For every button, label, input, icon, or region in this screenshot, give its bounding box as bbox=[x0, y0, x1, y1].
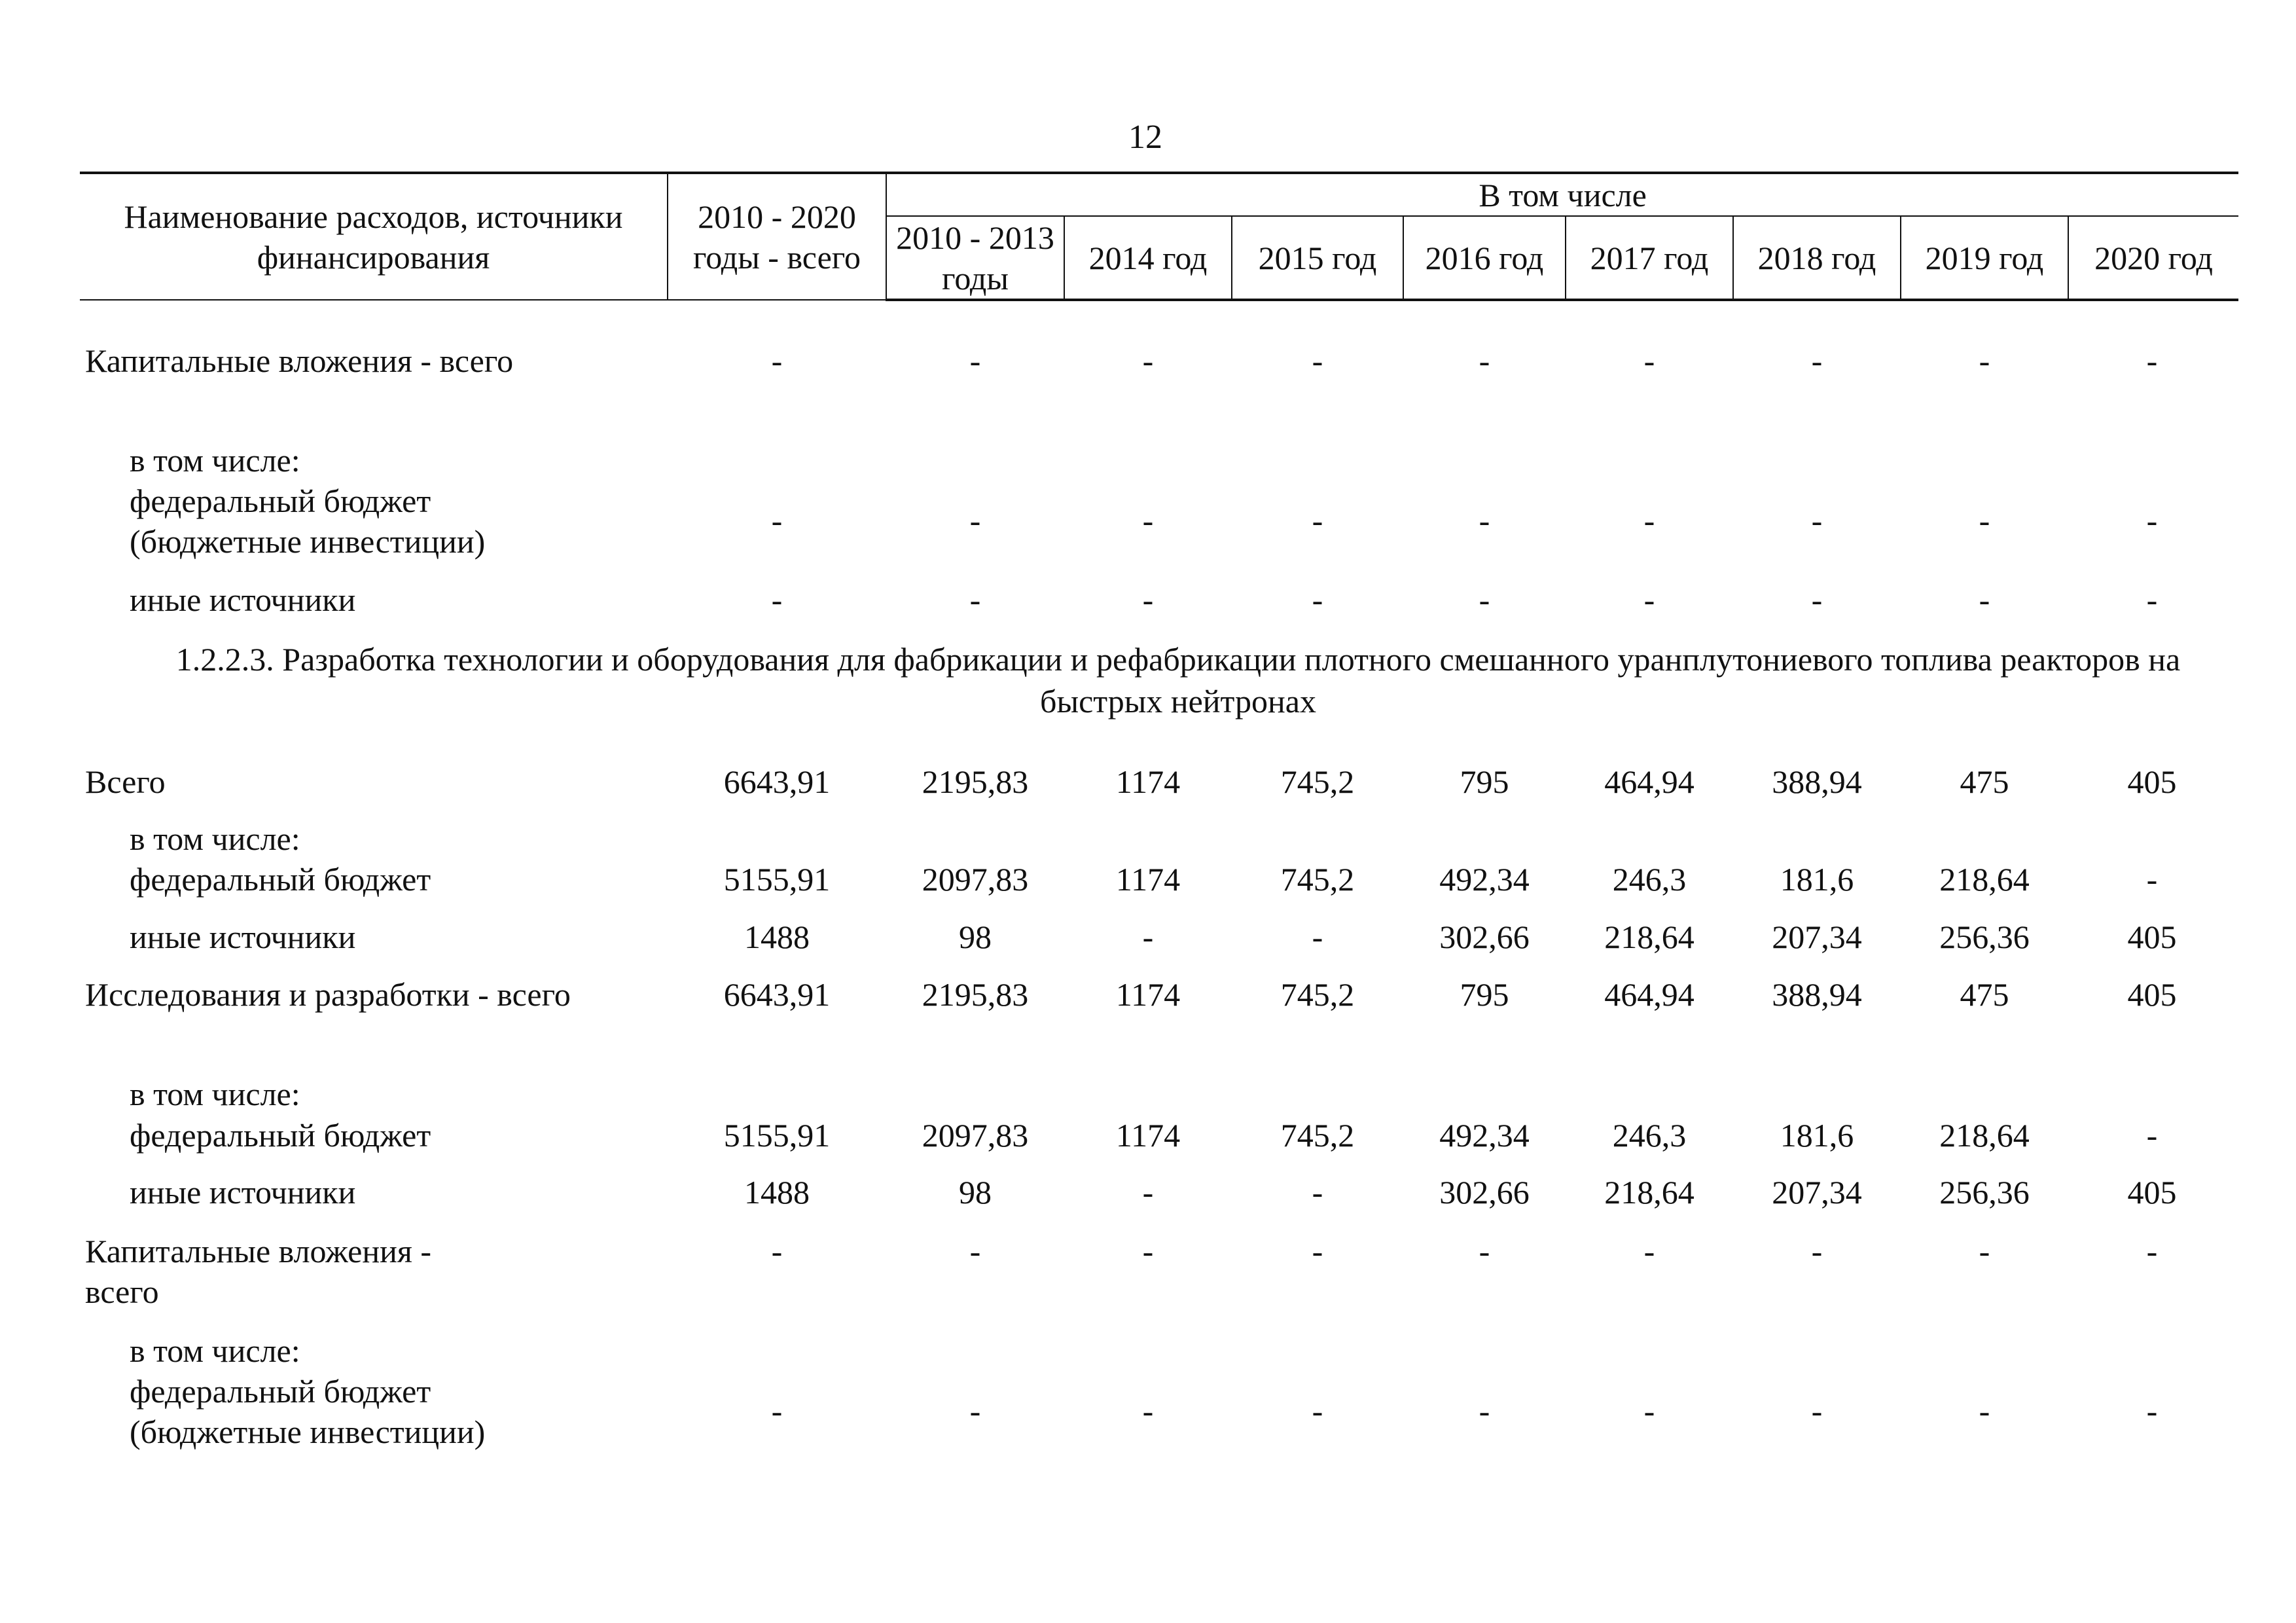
value-cell: - bbox=[1479, 1233, 1490, 1269]
value-cell: 1174 bbox=[1115, 861, 1181, 898]
value-cell: - bbox=[1479, 581, 1490, 618]
value-cell: - bbox=[1811, 1233, 1823, 1269]
value-cell: - bbox=[771, 342, 783, 379]
value-cell: - bbox=[2146, 1393, 2158, 1429]
value-cell: 6643,91 bbox=[723, 976, 831, 1013]
value-cell: - bbox=[1142, 1174, 1154, 1211]
value-cell: - bbox=[1811, 342, 1823, 379]
value-cell: - bbox=[2146, 1117, 2158, 1154]
value-cell: 181,6 bbox=[1780, 1117, 1854, 1154]
row-label: в том числе: bbox=[130, 1076, 300, 1112]
value-cell: 745,2 bbox=[1280, 1117, 1355, 1154]
value-cell: - bbox=[2146, 502, 2158, 539]
value-cell: - bbox=[1479, 1393, 1490, 1429]
row-label: Капитальные вложения - всего bbox=[85, 1233, 432, 1310]
value-cell: 464,94 bbox=[1604, 976, 1695, 1013]
value-cell: - bbox=[1312, 342, 1323, 379]
row-label: иные источники bbox=[130, 919, 356, 955]
value-cell: - bbox=[1142, 1233, 1154, 1269]
value-cell: 5155,91 bbox=[723, 861, 831, 898]
value-cell: 256,36 bbox=[1939, 919, 2030, 955]
header-year: 2010 - 2013 годы bbox=[886, 216, 1064, 300]
row-label: в том числе: bbox=[130, 820, 300, 857]
value-cell: - bbox=[1142, 919, 1154, 955]
value-cell: 475 bbox=[1960, 976, 2009, 1013]
value-cell: 745,2 bbox=[1280, 976, 1355, 1013]
row-label: иные источники bbox=[130, 581, 356, 618]
value-cell: - bbox=[1312, 1393, 1323, 1429]
value-cell: - bbox=[1811, 1393, 1823, 1429]
value-cell: - bbox=[771, 581, 783, 618]
value-cell: - bbox=[771, 1393, 783, 1429]
value-cell: 405 bbox=[2127, 763, 2177, 800]
value-cell: 475 bbox=[1960, 763, 2009, 800]
value-cell: 256,36 bbox=[1939, 1174, 2030, 1211]
row-label: Всего bbox=[85, 763, 166, 800]
value-cell: - bbox=[1979, 1233, 1990, 1269]
value-cell: - bbox=[2146, 861, 2158, 898]
header-year: 2018 год bbox=[1733, 216, 1901, 300]
value-cell: - bbox=[1643, 581, 1655, 618]
value-cell: - bbox=[2146, 1233, 2158, 1269]
value-cell: - bbox=[1312, 1174, 1323, 1211]
table-header bbox=[80, 172, 2238, 301]
value-cell: 218,64 bbox=[1604, 1174, 1695, 1211]
value-cell: - bbox=[1142, 1393, 1154, 1429]
header-year: 2017 год bbox=[1566, 216, 1733, 300]
value-cell: - bbox=[969, 581, 981, 618]
value-cell: - bbox=[1643, 1393, 1655, 1429]
value-cell: 207,34 bbox=[1772, 919, 1862, 955]
value-cell: 492,34 bbox=[1439, 861, 1530, 898]
value-cell: 795 bbox=[1460, 976, 1509, 1013]
value-cell: - bbox=[1312, 1233, 1323, 1269]
value-cell: - bbox=[1979, 1393, 1990, 1429]
value-cell: 218,64 bbox=[1939, 861, 2030, 898]
value-cell: 2097,83 bbox=[922, 861, 1029, 898]
value-cell: - bbox=[1979, 502, 1990, 539]
value-cell: 745,2 bbox=[1280, 861, 1355, 898]
value-cell: 745,2 bbox=[1280, 763, 1355, 800]
value-cell: 207,34 bbox=[1772, 1174, 1862, 1211]
value-cell: 388,94 bbox=[1772, 976, 1862, 1013]
value-cell: 218,64 bbox=[1604, 919, 1695, 955]
value-cell: 5155,91 bbox=[723, 1117, 831, 1154]
row-label: федеральный бюджет bbox=[130, 861, 431, 898]
value-cell: 98 bbox=[959, 919, 992, 955]
row-label: иные источники bbox=[130, 1174, 356, 1211]
value-cell: - bbox=[1142, 581, 1154, 618]
value-cell: 218,64 bbox=[1939, 1117, 2030, 1154]
value-cell: - bbox=[1142, 342, 1154, 379]
row-label: Капитальные вложения - всего bbox=[85, 342, 514, 379]
value-cell: - bbox=[1479, 502, 1490, 539]
value-cell: 2195,83 bbox=[922, 763, 1029, 800]
value-cell: - bbox=[969, 1393, 981, 1429]
row-label: Исследования и разработки - всего bbox=[85, 976, 571, 1013]
page-number: 12 bbox=[1128, 119, 1162, 156]
value-cell: 1488 bbox=[744, 1174, 810, 1211]
value-cell: - bbox=[1312, 919, 1323, 955]
value-cell: 464,94 bbox=[1604, 763, 1695, 800]
section-title: 1.2.2.3. Разработка технологии и оборудования для фабрикации и рефабрикации плотного смешанного уранплутониевого топлива реакторов на быстрых нейтронах bbox=[175, 641, 2181, 720]
row-label: федеральный бюджет bbox=[130, 1117, 431, 1154]
value-cell: - bbox=[2146, 581, 2158, 618]
value-cell: 795 bbox=[1460, 763, 1509, 800]
value-cell: - bbox=[1979, 581, 1990, 618]
value-cell: 1174 bbox=[1115, 763, 1181, 800]
value-cell: - bbox=[969, 342, 981, 379]
value-cell: - bbox=[771, 502, 783, 539]
value-cell: - bbox=[1643, 502, 1655, 539]
value-cell: - bbox=[969, 1233, 981, 1269]
value-cell: - bbox=[1811, 502, 1823, 539]
row-label: федеральный бюджет (бюджетные инвестиции) bbox=[130, 1373, 486, 1450]
header-total-column: 2010 - 2020 годы - всего bbox=[668, 173, 886, 300]
value-cell: - bbox=[1979, 342, 1990, 379]
row-label: в том числе: bbox=[130, 1332, 300, 1369]
value-cell: - bbox=[1142, 502, 1154, 539]
header-group: В том числе bbox=[886, 173, 2238, 216]
value-cell: 302,66 bbox=[1439, 1174, 1530, 1211]
value-cell: 246,3 bbox=[1612, 1117, 1687, 1154]
value-cell: - bbox=[969, 502, 981, 539]
value-cell: 2097,83 bbox=[922, 1117, 1029, 1154]
row-label: в том числе: bbox=[130, 442, 300, 479]
value-cell: 1488 bbox=[744, 919, 810, 955]
header-year: 2014 год bbox=[1064, 216, 1232, 300]
value-cell: - bbox=[1643, 1233, 1655, 1269]
header-name-column: Наименование расходов, источники финансирования bbox=[80, 173, 668, 300]
value-cell: 181,6 bbox=[1780, 861, 1854, 898]
value-cell: - bbox=[1643, 342, 1655, 379]
value-cell: - bbox=[1479, 342, 1490, 379]
value-cell: 405 bbox=[2127, 1174, 2177, 1211]
value-cell: - bbox=[1312, 581, 1323, 618]
value-cell: 98 bbox=[959, 1174, 992, 1211]
value-cell: - bbox=[1312, 502, 1323, 539]
header-year: 2015 год bbox=[1232, 216, 1403, 300]
value-cell: - bbox=[771, 1233, 783, 1269]
row-label: федеральный бюджет (бюджетные инвестиции) bbox=[130, 483, 486, 560]
value-cell: 405 bbox=[2127, 976, 2177, 1013]
header-year: 2020 год bbox=[2068, 216, 2238, 300]
value-cell: 388,94 bbox=[1772, 763, 1862, 800]
value-cell: 405 bbox=[2127, 919, 2177, 955]
value-cell: - bbox=[2146, 342, 2158, 379]
header-year: 2019 год bbox=[1901, 216, 2068, 300]
value-cell: 6643,91 bbox=[723, 763, 831, 800]
value-cell: - bbox=[1811, 581, 1823, 618]
value-cell: 302,66 bbox=[1439, 919, 1530, 955]
value-cell: 1174 bbox=[1115, 976, 1181, 1013]
value-cell: 246,3 bbox=[1612, 861, 1687, 898]
header-year: 2016 год bbox=[1403, 216, 1566, 300]
value-cell: 1174 bbox=[1115, 1117, 1181, 1154]
value-cell: 492,34 bbox=[1439, 1117, 1530, 1154]
value-cell: 2195,83 bbox=[922, 976, 1029, 1013]
